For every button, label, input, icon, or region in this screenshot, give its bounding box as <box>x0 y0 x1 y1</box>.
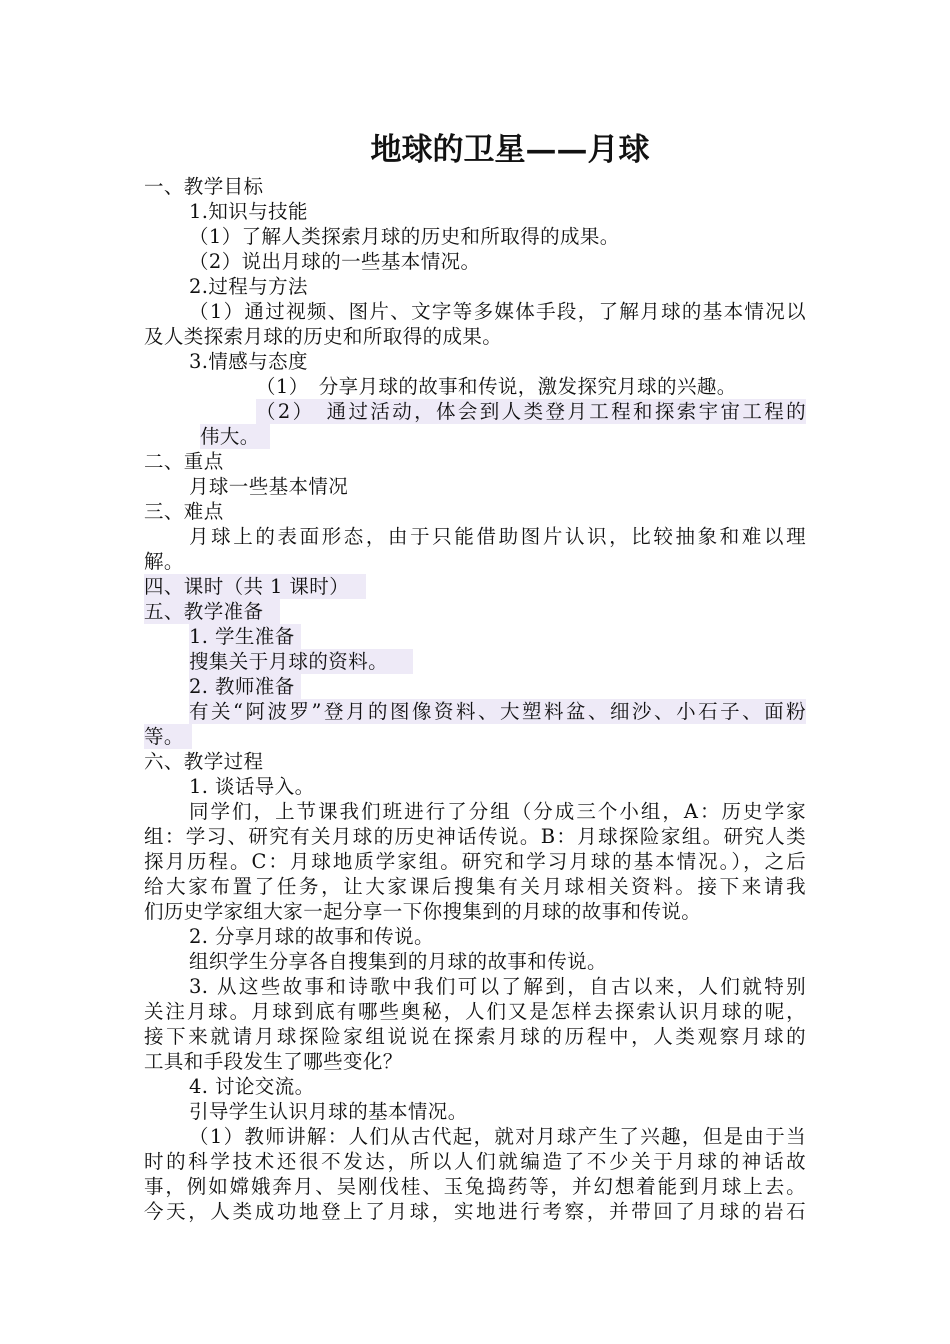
text-line: 伟大。 <box>200 424 270 449</box>
section-heading: 一、教学目标 <box>144 175 264 198</box>
text-line: 组织学生分享各自搜集到的月球的故事和传说。 <box>189 950 607 973</box>
text-line: 引导学生认识月球的基本情况。 <box>189 1100 468 1123</box>
text-line: 们历史学家组大家一起分享一下你搜集到的月球的故事和传说。 <box>144 900 702 923</box>
text-line: 月球一些基本情况 <box>189 475 349 498</box>
subheading: 1. 学生准备 <box>189 624 301 649</box>
subheading: 4. 讨论交流。 <box>189 1075 315 1098</box>
text-line: 有关“阿波罗”登月的图像资料、大塑料盆、细沙、小石子、面粉 <box>189 700 806 723</box>
text-line: （2） 通过活动，体会到人类登月工程和探索宇宙工程的 <box>256 400 806 423</box>
text-line: 月球上的表面形态，由于只能借助图片认识，比较抽象和难以理 <box>189 525 806 548</box>
section-heading: 六、教学过程 <box>144 750 264 773</box>
text-line: 等。 <box>144 724 192 749</box>
text-line: （1）教师讲解：人们从古代起，就对月球产生了兴趣，但是由于当 <box>189 1125 806 1148</box>
text-line: （1） 分享月球的故事和传说，激发探究月球的兴趣。 <box>256 375 737 398</box>
subheading: 2. 分享月球的故事和传说。 <box>189 925 434 948</box>
text-line: （1）通过视频、图片、文字等多媒体手段，了解月球的基本情况以 <box>189 300 806 323</box>
text-line: 探月历程。C：月球地质学家组。研究和学习月球的基本情况。），之后 <box>144 850 806 873</box>
section-heading: 四、课时（共 1 课时） <box>144 574 366 599</box>
subheading: 2. 教师准备 <box>189 674 301 699</box>
section-heading: 五、教学准备 <box>144 599 280 624</box>
text-line: 解。 <box>144 550 184 573</box>
subheading: 2.过程与方法 <box>189 275 308 298</box>
text-line: 接下来就请月球探险家组说说在探索月球的历程中，人类观察月球的 <box>144 1025 806 1048</box>
subheading: 3.情感与态度 <box>189 350 308 373</box>
text-line: 工具和手段发生了哪些变化？ <box>144 1050 403 1073</box>
text-line: （1）了解人类探索月球的历史和所取得的成果。 <box>189 225 620 248</box>
text-line: 3. 从这些故事和诗歌中我们可以了解到，自古以来，人们就特别 <box>189 975 806 998</box>
text-line: 关注月球。月球到底有哪些奥秘，人们又是怎样去探索认识月球的呢， <box>144 1000 806 1023</box>
text-line: 给大家布置了任务，让大家课后搜集有关月球相关资料。接下来请我 <box>144 875 806 898</box>
subheading: 1. 谈话导入。 <box>189 775 315 798</box>
section-heading: 三、难点 <box>144 500 224 523</box>
text-line: 搜集关于月球的资料。 <box>189 649 413 674</box>
text-line: 事，例如嫦娥奔月、吴刚伐桂、玉兔捣药等，并幻想着能到月球上去。 <box>144 1175 806 1198</box>
section-heading: 二、重点 <box>144 450 224 473</box>
text-line: 组：学习、研究有关月球的历史神话传说。B：月球探险家组。研究人类 <box>144 825 806 848</box>
text-line: （2）说出月球的一些基本情况。 <box>189 250 481 273</box>
text-line: 今天，人类成功地登上了月球，实地进行考察，并带回了月球的岩石 <box>144 1200 806 1223</box>
subheading: 1.知识与技能 <box>189 200 308 223</box>
text-line: 同学们，上节课我们班进行了分组（分成三个小组，A：历史学家 <box>189 800 806 823</box>
text-line: 时的科学技术还很不发达，所以人们就编造了不少关于月球的神话故 <box>144 1150 806 1173</box>
document-title: 地球的卫星——月球 <box>370 132 650 168</box>
text-line: 及人类探索月球的历史和所取得的成果。 <box>144 325 503 348</box>
